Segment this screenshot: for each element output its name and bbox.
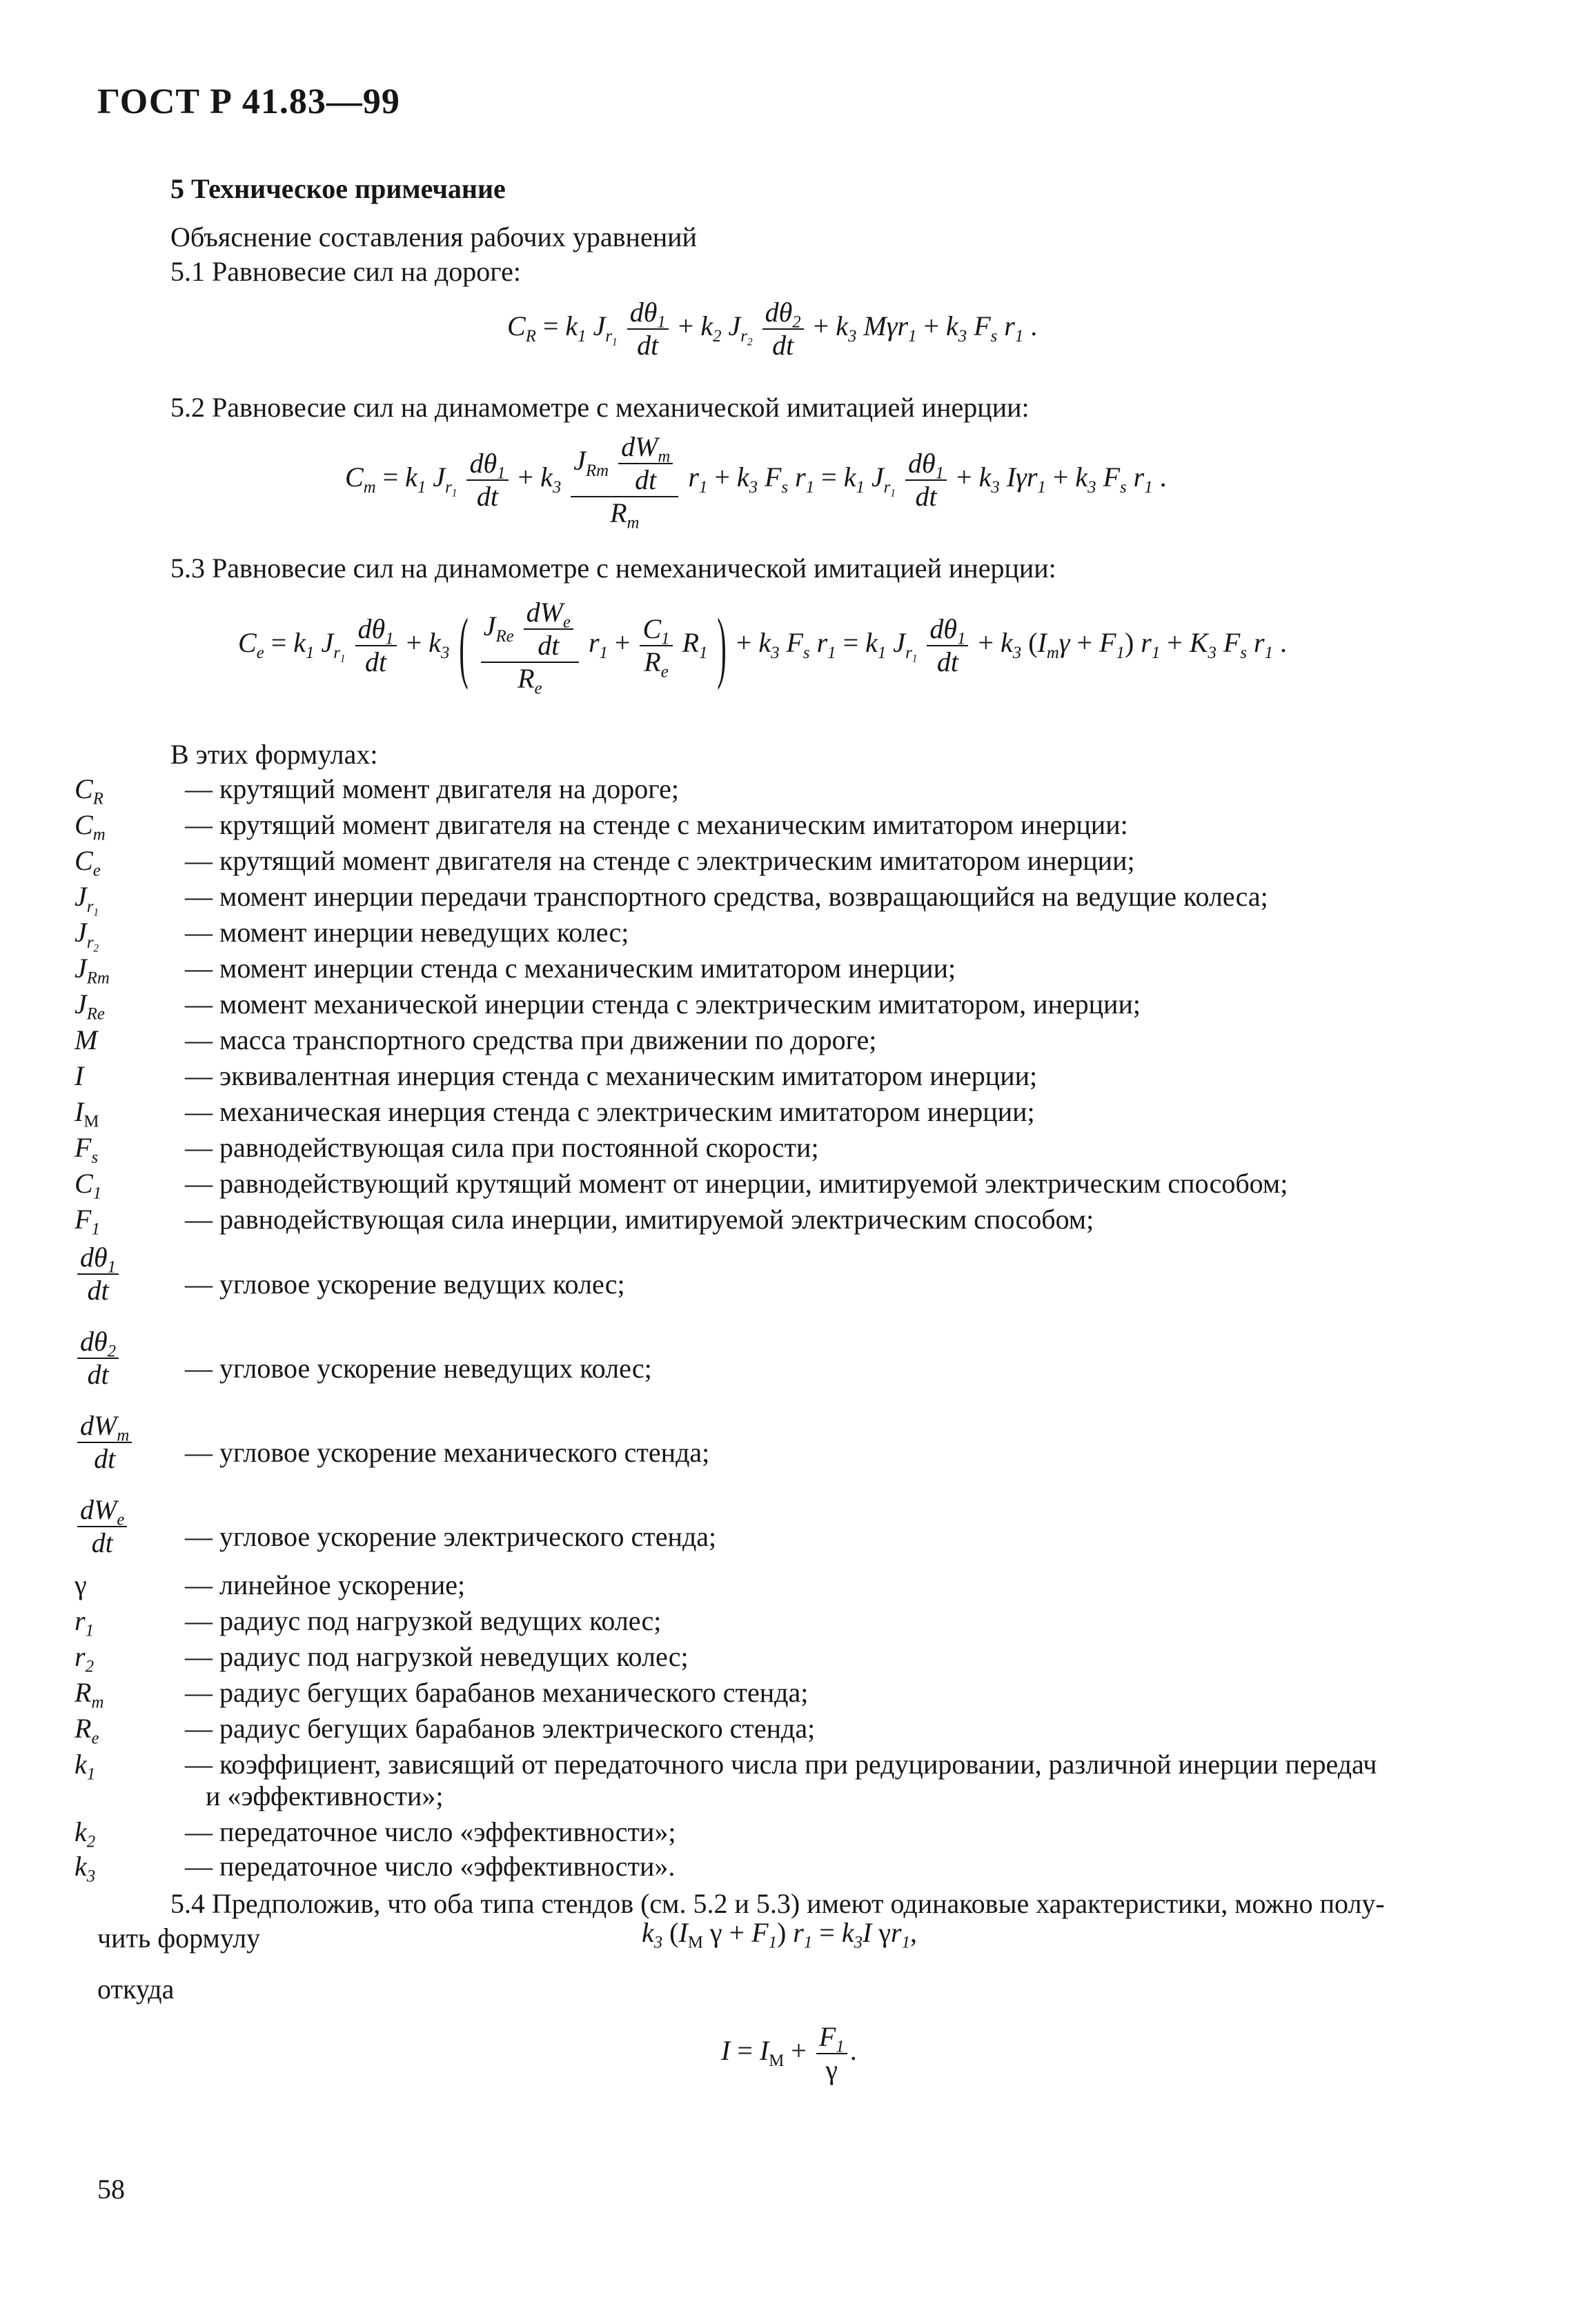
symbol-dtheta2-dt: $\frac{d\theta_2}{dt}$	[75, 1326, 178, 1391]
paragraph-5-4-line-2: чить формулу	[97, 1923, 261, 1954]
definition-r-m: — радиус бегущих барабанов механического стенда;	[185, 1677, 809, 1708]
symbol-r-2: $r_2$	[75, 1641, 94, 1676]
definition-k-1-continued: и «эффективности»;	[206, 1780, 444, 1811]
symbol-gamma: γ	[75, 1569, 87, 1600]
definition-f-1: — равнодействующая сила инерции, имитируемой электрическим способом;	[185, 1204, 1094, 1235]
definition-k-1: — коэффициент, зависящий от передаточного числа при редуцировании, различной инерции передач	[185, 1749, 1377, 1780]
equation-5-2: $C_m = k_1$ $J_{r_1}$ $\frac{d\theta_1}{dt}$ + $k_3$ $J_{Rm}$ $\frac{dW_m}{dt}$ $R_m$ $r_1 + k_3$ $F_s$ $r_1 = k_1$ $J_{r_1}$ $\frac{d\theta_1}{dt}$ + $k_3$ $I\gamma r_1 + k_3$ $F_s$ $r_1$ .	[345, 431, 1167, 533]
symbol-f-1: $F_1$	[75, 1204, 100, 1239]
equation-5-4: $k_3$ ($I_M$ $\gamma + F_1$) $r_1 = k_3I$ $\gamma r_1$,	[642, 1917, 918, 1952]
definition-c-m: — крутящий момент двигателя на стенде с механическим имитатором инерции:	[185, 809, 1128, 840]
definition-r-e: — радиус бегущих барабанов электрического стенда;	[185, 1713, 816, 1744]
symbol-dtheta1-dt: $\frac{d\theta_1}{dt}$	[75, 1242, 178, 1307]
definition-r-1: — радиус под нагрузкой ведущих колес;	[185, 1605, 662, 1636]
symbol-dwm-dt: $\frac{dW_m}{dt}$	[75, 1410, 178, 1475]
definition-c-e: — крутящий момент двигателя на стенде с электрическим имитатором инерции;	[185, 845, 1135, 876]
definition-dtheta1-dt: — угловое ускорение ведущих колес;	[185, 1269, 625, 1300]
equation-final: $I = I_M$ + $\frac{F_1}{\gamma}$ .	[721, 2021, 857, 2085]
definition-j-re: — момент механической инерции стенда с электрическим имитатором, инерции;	[185, 989, 1141, 1020]
symbol-k-1: $k_1$	[75, 1749, 96, 1784]
definition-i: — эквивалентная инерция стенда с механическим имитатором инерции;	[185, 1060, 1038, 1091]
symbol-k-2: $k_2$	[75, 1816, 96, 1851]
symbol-c-r: $C_R$	[75, 773, 104, 808]
definition-j-r2: — момент инерции неведущих колес;	[185, 917, 629, 948]
equation-5-3: $C_e = k_1$ $J_{r_1}$ $\frac{d\theta_1}{dt}$ + $k_3$ ( $J_{Re}$ $\frac{dW_e}{dt}$ $R_e$ $r_1$ + $\frac{C_1}{R_e}$ $R_1$ ) + $k_3$ $F_s$ $r_1 = k_1$ $J_{r_1}$ $\frac{d\theta_1}{dt}$ + $k_3$ $(I_m\gamma + F_1) r_1 + K_3$ $F_s$ $r_1$ .	[238, 597, 1287, 698]
definition-k-3: — передаточное число «эффективности».	[185, 1851, 676, 1882]
symbol-f-s: $F_s$	[75, 1132, 99, 1167]
symbol-k-3: $k_3$	[75, 1851, 96, 1886]
symbol-j-r2: $J_{r_2}$	[75, 917, 99, 955]
symbol-c-m: $C_m$	[75, 809, 106, 844]
equation-5-1: $C_R = k_1$ $J_{r_1}$ $\frac{d\theta_1}{dt}$ + $k_2$ $J_{r_2}$ $\frac{d\theta_2}{dt}$ + $k_3$ $M\gamma r_1 + k_3$ $F_s$ $r_1$ .	[507, 297, 1038, 361]
definition-r-2: — радиус под нагрузкой неведущих колес;	[185, 1641, 689, 1672]
in-formulas-label: В этих формулах:	[170, 739, 378, 770]
paragraph-5-4-line-1: 5.4 Предположив, что оба типа стендов (см. 5.2 и 5.3) имеют одинаковые характеристики, можно полу-	[170, 1888, 1385, 1919]
section-title: 5 Техническое примечание	[170, 173, 506, 204]
definition-c-r: — крутящий момент двигателя на дороге;	[185, 773, 679, 804]
symbol-c-e: $C_e$	[75, 845, 101, 880]
definition-m: — масса транспортного средства при движении по дороге;	[185, 1024, 877, 1055]
definition-dwm-dt: — угловое ускорение механического стенда;	[185, 1437, 710, 1468]
definition-dwe-dt: — угловое ускорение электрического стенда;	[185, 1521, 717, 1552]
definition-f-s: — равнодействующая сила при постоянной скорости;	[185, 1132, 819, 1163]
definition-c-1: — равнодействующий крутящий момент от инерции, имитируемой электрическим способом;	[185, 1168, 1288, 1199]
definition-j-rm: — момент инерции стенда с механическим имитатором инерции;	[185, 953, 956, 984]
symbol-j-r1: $J_{r_1}$	[75, 881, 99, 919]
symbol-r-1: $r_1$	[75, 1605, 94, 1640]
symbol-r-e: $R_e$	[75, 1713, 99, 1748]
symbol-j-rm: $J_{Rm}$	[75, 953, 110, 988]
symbol-r-m: $R_m$	[75, 1677, 104, 1712]
definition-k-2: — передаточное число «эффективности»;	[185, 1816, 676, 1847]
definition-j-r1: — момент инерции передачи транспортного средства, возвращающийся на ведущие колеса;	[185, 881, 1268, 912]
paragraph-5-2: 5.2 Равновесие сил на динамометре с механической имитацией инерции:	[170, 392, 1030, 423]
symbol-m: M	[75, 1024, 98, 1055]
paragraph-5-3: 5.3 Равновесие сил на динамометре с немеханической имитацией инерции:	[170, 553, 1056, 584]
symbol-dwe-dt: $\frac{dW_e}{dt}$	[75, 1494, 178, 1559]
whence-label: откуда	[97, 1974, 175, 2005]
symbol-i-m: $I_M$	[75, 1096, 99, 1131]
definition-gamma: — линейное ускорение;	[185, 1569, 466, 1600]
paragraph-5-1: 5.1 Равновесие сил на дороге:	[170, 256, 521, 287]
document-header: ГОСТ Р 41.83—99	[97, 82, 400, 121]
intro-text: Объяснение составления рабочих уравнений	[170, 221, 697, 252]
symbol-c-1: $C_1$	[75, 1168, 102, 1203]
definition-i-m: — механическая инерция стенда с электрическим имитатором инерции;	[185, 1096, 1035, 1127]
page-number: 58	[97, 2174, 125, 2205]
definition-dtheta2-dt: — угловое ускорение неведущих колес;	[185, 1353, 652, 1384]
symbol-j-re: $J_{Re}$	[75, 989, 105, 1024]
symbol-i: I	[75, 1060, 84, 1091]
